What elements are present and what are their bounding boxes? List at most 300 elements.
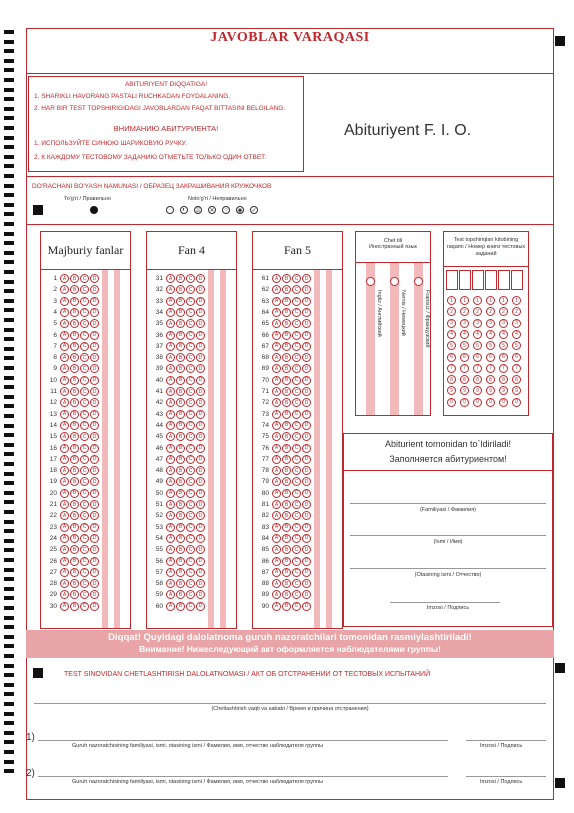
answer-bubble-a[interactable]: A <box>272 285 281 294</box>
answer-bubble-a[interactable]: A <box>272 500 281 509</box>
answer-bubble-d[interactable]: D <box>302 602 311 611</box>
answer-bubble-b[interactable]: B <box>70 444 79 453</box>
answer-bubble-a[interactable]: A <box>166 579 175 588</box>
test-number-bubble[interactable]: 9 <box>447 386 456 395</box>
answer-bubble-a[interactable]: A <box>60 432 69 441</box>
test-number-bubble[interactable]: 3 <box>512 319 521 328</box>
answer-bubble-a[interactable]: A <box>60 489 69 498</box>
answer-bubble-c[interactable]: C <box>292 285 301 294</box>
answer-bubble-c[interactable]: C <box>186 387 195 396</box>
answer-bubble-b[interactable]: B <box>70 274 79 283</box>
answer-bubble-c[interactable]: C <box>292 331 301 340</box>
answer-bubble-c[interactable]: C <box>80 376 89 385</box>
answer-bubble-c[interactable]: C <box>186 455 195 464</box>
answer-bubble-b[interactable]: B <box>176 364 185 373</box>
answer-bubble-d[interactable]: D <box>196 489 205 498</box>
answer-bubble-b[interactable]: B <box>176 308 185 317</box>
answer-bubble-b[interactable]: B <box>282 297 291 306</box>
answer-bubble-a[interactable]: A <box>272 602 281 611</box>
answer-bubble-d[interactable]: D <box>196 500 205 509</box>
answer-bubble-a[interactable]: A <box>166 274 175 283</box>
answer-bubble-c[interactable]: C <box>292 489 301 498</box>
test-number-bubble[interactable]: 2 <box>512 307 521 316</box>
answer-bubble-c[interactable]: C <box>80 579 89 588</box>
answer-bubble-c[interactable]: C <box>292 590 301 599</box>
answer-bubble-c[interactable]: C <box>292 353 301 362</box>
test-number-bubble[interactable]: 5 <box>512 341 521 350</box>
answer-bubble-b[interactable]: B <box>70 534 79 543</box>
answer-bubble-b[interactable]: B <box>70 500 79 509</box>
test-number-bubble[interactable]: 0 <box>473 398 482 407</box>
test-number-bubble[interactable]: 6 <box>512 353 521 362</box>
answer-bubble-b[interactable]: B <box>70 364 79 373</box>
test-number-bubble[interactable]: 9 <box>473 386 482 395</box>
answer-bubble-b[interactable]: B <box>282 477 291 486</box>
answer-bubble-d[interactable]: D <box>90 568 99 577</box>
answer-bubble-a[interactable]: A <box>166 285 175 294</box>
answer-bubble-d[interactable]: D <box>90 297 99 306</box>
answer-bubble-d[interactable]: D <box>302 421 311 430</box>
answer-bubble-c[interactable]: C <box>186 545 195 554</box>
answer-bubble-b[interactable]: B <box>282 545 291 554</box>
answer-bubble-d[interactable]: D <box>302 331 311 340</box>
answer-bubble-c[interactable]: C <box>186 319 195 328</box>
answer-bubble-d[interactable]: D <box>196 466 205 475</box>
answer-bubble-d[interactable]: D <box>196 511 205 520</box>
answer-bubble-c[interactable]: C <box>80 387 89 396</box>
answer-bubble-d[interactable]: D <box>196 364 205 373</box>
answer-bubble-d[interactable]: D <box>302 557 311 566</box>
answer-bubble-b[interactable]: B <box>282 342 291 351</box>
answer-bubble-b[interactable]: B <box>70 376 79 385</box>
answer-bubble-d[interactable]: D <box>90 353 99 362</box>
answer-bubble-a[interactable]: A <box>60 534 69 543</box>
answer-bubble-a[interactable]: A <box>60 500 69 509</box>
answer-bubble-b[interactable]: B <box>282 432 291 441</box>
answer-bubble-c[interactable]: C <box>186 590 195 599</box>
answer-bubble-d[interactable]: D <box>90 545 99 554</box>
answer-bubble-d[interactable]: D <box>302 455 311 464</box>
answer-bubble-a[interactable]: A <box>60 523 69 532</box>
answer-bubble-c[interactable]: C <box>186 477 195 486</box>
test-number-bubble[interactable]: 3 <box>486 319 495 328</box>
answer-bubble-b[interactable]: B <box>70 410 79 419</box>
answer-bubble-c[interactable]: C <box>292 455 301 464</box>
answer-bubble-c[interactable]: C <box>80 477 89 486</box>
answer-bubble-c[interactable]: C <box>186 500 195 509</box>
answer-bubble-a[interactable]: A <box>60 421 69 430</box>
answer-bubble-a[interactable]: A <box>272 342 281 351</box>
surname-line[interactable] <box>350 503 546 504</box>
test-number-bubble[interactable]: 8 <box>486 375 495 384</box>
answer-bubble-d[interactable]: D <box>196 331 205 340</box>
answer-bubble-a[interactable]: A <box>60 590 69 599</box>
answer-bubble-c[interactable]: C <box>186 579 195 588</box>
answer-bubble-c[interactable]: C <box>80 274 89 283</box>
test-number-bubble[interactable]: 2 <box>499 307 508 316</box>
answer-bubble-d[interactable]: D <box>196 545 205 554</box>
test-number-bubble[interactable]: 6 <box>486 353 495 362</box>
answer-bubble-c[interactable]: C <box>186 523 195 532</box>
answer-bubble-c[interactable]: C <box>186 398 195 407</box>
answer-bubble-a[interactable]: A <box>166 455 175 464</box>
answer-bubble-a[interactable]: A <box>166 308 175 317</box>
answer-bubble-c[interactable]: C <box>292 376 301 385</box>
answer-bubble-d[interactable]: D <box>90 477 99 486</box>
answer-bubble-c[interactable]: C <box>80 331 89 340</box>
test-number-bubble[interactable]: 8 <box>447 375 456 384</box>
answer-bubble-d[interactable]: D <box>302 387 311 396</box>
answer-bubble-a[interactable]: A <box>166 331 175 340</box>
answer-bubble-a[interactable]: A <box>272 511 281 520</box>
answer-bubble-a[interactable]: A <box>60 557 69 566</box>
answer-bubble-b[interactable]: B <box>70 285 79 294</box>
answer-bubble-b[interactable]: B <box>176 410 185 419</box>
answer-bubble-d[interactable]: D <box>302 466 311 475</box>
answer-bubble-b[interactable]: B <box>70 432 79 441</box>
answer-bubble-b[interactable]: B <box>282 387 291 396</box>
answer-bubble-b[interactable]: B <box>70 398 79 407</box>
test-number-bubble[interactable]: 6 <box>499 353 508 362</box>
answer-bubble-a[interactable]: A <box>60 285 69 294</box>
answer-bubble-d[interactable]: D <box>90 500 99 509</box>
answer-bubble-d[interactable]: D <box>90 319 99 328</box>
answer-bubble-c[interactable]: C <box>292 500 301 509</box>
test-number-bubble[interactable]: 2 <box>473 307 482 316</box>
answer-bubble-a[interactable]: A <box>60 376 69 385</box>
answer-bubble-d[interactable]: D <box>90 432 99 441</box>
answer-bubble-b[interactable]: B <box>70 545 79 554</box>
answer-bubble-d[interactable]: D <box>302 274 311 283</box>
test-number-bubble[interactable]: 9 <box>486 386 495 395</box>
answer-bubble-c[interactable]: C <box>80 568 89 577</box>
answer-bubble-a[interactable]: A <box>272 557 281 566</box>
answer-bubble-c[interactable]: C <box>292 398 301 407</box>
answer-bubble-a[interactable]: A <box>272 455 281 464</box>
answer-bubble-a[interactable]: A <box>166 376 175 385</box>
language-bubble-english[interactable] <box>366 277 375 286</box>
test-number-bubble[interactable]: 9 <box>460 386 469 395</box>
answer-bubble-b[interactable]: B <box>176 387 185 396</box>
answer-bubble-c[interactable]: C <box>80 432 89 441</box>
answer-bubble-d[interactable]: D <box>302 489 311 498</box>
answer-bubble-c[interactable]: C <box>80 534 89 543</box>
answer-bubble-a[interactable]: A <box>272 466 281 475</box>
answer-bubble-a[interactable]: A <box>272 579 281 588</box>
answer-bubble-d[interactable]: D <box>196 534 205 543</box>
answer-bubble-d[interactable]: D <box>196 410 205 419</box>
answer-bubble-c[interactable]: C <box>80 364 89 373</box>
answer-bubble-c[interactable]: C <box>292 410 301 419</box>
answer-bubble-a[interactable]: A <box>60 342 69 351</box>
answer-bubble-b[interactable]: B <box>176 557 185 566</box>
name-line[interactable] <box>350 535 546 536</box>
answer-bubble-a[interactable]: A <box>60 545 69 554</box>
answer-bubble-b[interactable]: B <box>282 331 291 340</box>
answer-bubble-c[interactable]: C <box>186 274 195 283</box>
test-number-bubble[interactable]: 4 <box>460 330 469 339</box>
answer-bubble-a[interactable]: A <box>166 557 175 566</box>
answer-bubble-d[interactable]: D <box>196 455 205 464</box>
answer-bubble-c[interactable]: C <box>80 500 89 509</box>
answer-bubble-b[interactable]: B <box>282 421 291 430</box>
test-number-bubble[interactable]: 3 <box>499 319 508 328</box>
answer-bubble-d[interactable]: D <box>196 285 205 294</box>
answer-bubble-d[interactable]: D <box>196 444 205 453</box>
test-number-bubble[interactable]: 3 <box>447 319 456 328</box>
test-number-entry-box[interactable] <box>446 270 458 290</box>
test-number-bubble[interactable]: 0 <box>447 398 456 407</box>
answer-bubble-b[interactable]: B <box>282 444 291 453</box>
answer-bubble-c[interactable]: C <box>186 511 195 520</box>
answer-bubble-a[interactable]: A <box>60 331 69 340</box>
answer-bubble-c[interactable]: C <box>80 308 89 317</box>
answer-bubble-b[interactable]: B <box>282 534 291 543</box>
answer-bubble-b[interactable]: B <box>70 489 79 498</box>
answer-bubble-b[interactable]: B <box>282 364 291 373</box>
answer-bubble-c[interactable]: C <box>80 285 89 294</box>
answer-bubble-a[interactable]: A <box>60 274 69 283</box>
answer-bubble-c[interactable]: C <box>186 308 195 317</box>
answer-bubble-a[interactable]: A <box>166 432 175 441</box>
answer-bubble-c[interactable]: C <box>292 534 301 543</box>
answer-bubble-c[interactable]: C <box>186 331 195 340</box>
answer-bubble-a[interactable]: A <box>60 477 69 486</box>
answer-bubble-b[interactable]: B <box>176 590 185 599</box>
answer-bubble-d[interactable]: D <box>302 500 311 509</box>
answer-bubble-c[interactable]: C <box>186 410 195 419</box>
patronymic-line[interactable] <box>350 568 546 569</box>
answer-bubble-b[interactable]: B <box>70 511 79 520</box>
answer-bubble-c[interactable]: C <box>186 602 195 611</box>
test-number-bubble[interactable]: 7 <box>512 364 521 373</box>
answer-bubble-d[interactable]: D <box>302 568 311 577</box>
test-number-bubble[interactable]: 4 <box>499 330 508 339</box>
answer-bubble-d[interactable]: D <box>302 297 311 306</box>
answer-bubble-a[interactable]: A <box>166 500 175 509</box>
test-number-bubble[interactable]: 8 <box>512 375 521 384</box>
test-number-bubble[interactable]: 1 <box>460 296 469 305</box>
answer-bubble-d[interactable]: D <box>196 602 205 611</box>
answer-bubble-d[interactable]: D <box>196 590 205 599</box>
test-number-bubble[interactable]: 4 <box>512 330 521 339</box>
answer-bubble-a[interactable]: A <box>60 319 69 328</box>
observer-1-name-line[interactable] <box>38 740 448 741</box>
answer-bubble-b[interactable]: B <box>176 489 185 498</box>
answer-bubble-b[interactable]: B <box>70 523 79 532</box>
answer-bubble-c[interactable]: C <box>80 545 89 554</box>
answer-bubble-d[interactable]: D <box>90 523 99 532</box>
reason-line[interactable] <box>34 703 546 704</box>
answer-bubble-a[interactable]: A <box>60 353 69 362</box>
answer-bubble-b[interactable]: B <box>176 477 185 486</box>
answer-bubble-b[interactable]: B <box>176 353 185 362</box>
answer-bubble-a[interactable]: A <box>272 308 281 317</box>
answer-bubble-b[interactable]: B <box>70 590 79 599</box>
answer-bubble-b[interactable]: B <box>176 398 185 407</box>
answer-bubble-d[interactable]: D <box>302 376 311 385</box>
answer-bubble-c[interactable]: C <box>80 590 89 599</box>
answer-bubble-d[interactable]: D <box>196 557 205 566</box>
answer-bubble-b[interactable]: B <box>282 274 291 283</box>
answer-bubble-c[interactable]: C <box>292 364 301 373</box>
answer-bubble-c[interactable]: C <box>292 545 301 554</box>
answer-bubble-b[interactable]: B <box>176 297 185 306</box>
answer-bubble-b[interactable]: B <box>176 444 185 453</box>
test-number-bubble[interactable]: 3 <box>473 319 482 328</box>
answer-bubble-c[interactable]: C <box>292 319 301 328</box>
answer-bubble-b[interactable]: B <box>70 387 79 396</box>
signature-line[interactable] <box>390 602 500 603</box>
answer-bubble-a[interactable]: A <box>166 534 175 543</box>
answer-bubble-b[interactable]: B <box>176 274 185 283</box>
answer-bubble-b[interactable]: B <box>176 376 185 385</box>
answer-bubble-b[interactable]: B <box>70 353 79 362</box>
answer-bubble-b[interactable]: B <box>176 421 185 430</box>
answer-bubble-b[interactable]: B <box>70 602 79 611</box>
answer-bubble-a[interactable]: A <box>60 511 69 520</box>
test-number-bubble[interactable]: 3 <box>460 319 469 328</box>
answer-bubble-d[interactable]: D <box>196 274 205 283</box>
answer-bubble-b[interactable]: B <box>176 534 185 543</box>
answer-bubble-a[interactable]: A <box>272 477 281 486</box>
answer-bubble-d[interactable]: D <box>196 432 205 441</box>
answer-bubble-d[interactable]: D <box>90 511 99 520</box>
answer-bubble-c[interactable]: C <box>292 557 301 566</box>
answer-bubble-a[interactable]: A <box>272 545 281 554</box>
test-number-bubble[interactable]: 9 <box>499 386 508 395</box>
test-number-bubble[interactable]: 1 <box>486 296 495 305</box>
answer-bubble-c[interactable]: C <box>80 466 89 475</box>
answer-bubble-d[interactable]: D <box>302 285 311 294</box>
answer-bubble-d[interactable]: D <box>196 421 205 430</box>
answer-bubble-d[interactable]: D <box>196 297 205 306</box>
answer-bubble-a[interactable]: A <box>166 602 175 611</box>
answer-bubble-a[interactable]: A <box>166 410 175 419</box>
answer-bubble-d[interactable]: D <box>302 579 311 588</box>
answer-bubble-a[interactable]: A <box>272 376 281 385</box>
answer-bubble-d[interactable]: D <box>90 364 99 373</box>
test-number-bubble[interactable]: 7 <box>460 364 469 373</box>
answer-bubble-c[interactable]: C <box>186 342 195 351</box>
answer-bubble-b[interactable]: B <box>282 376 291 385</box>
answer-bubble-b[interactable]: B <box>70 568 79 577</box>
answer-bubble-c[interactable]: C <box>292 342 301 351</box>
answer-bubble-b[interactable]: B <box>176 455 185 464</box>
answer-bubble-b[interactable]: B <box>176 466 185 475</box>
answer-bubble-a[interactable]: A <box>166 353 175 362</box>
test-number-bubble[interactable]: 1 <box>473 296 482 305</box>
answer-bubble-d[interactable]: D <box>90 308 99 317</box>
answer-bubble-c[interactable]: C <box>186 568 195 577</box>
answer-bubble-c[interactable]: C <box>186 364 195 373</box>
test-number-bubble[interactable]: 9 <box>512 386 521 395</box>
answer-bubble-b[interactable]: B <box>282 489 291 498</box>
test-number-bubble[interactable]: 7 <box>473 364 482 373</box>
answer-bubble-d[interactable]: D <box>90 579 99 588</box>
answer-bubble-d[interactable]: D <box>196 477 205 486</box>
answer-bubble-d[interactable]: D <box>90 387 99 396</box>
answer-bubble-b[interactable]: B <box>176 331 185 340</box>
answer-bubble-b[interactable]: B <box>70 342 79 351</box>
answer-bubble-b[interactable]: B <box>282 410 291 419</box>
test-number-entry-box[interactable] <box>472 270 484 290</box>
answer-bubble-a[interactable]: A <box>166 342 175 351</box>
answer-bubble-a[interactable]: A <box>60 398 69 407</box>
answer-bubble-c[interactable]: C <box>292 387 301 396</box>
test-number-bubble[interactable]: 6 <box>460 353 469 362</box>
answer-bubble-d[interactable]: D <box>196 353 205 362</box>
answer-bubble-b[interactable]: B <box>70 319 79 328</box>
answer-bubble-c[interactable]: C <box>186 421 195 430</box>
test-number-bubble[interactable]: 0 <box>460 398 469 407</box>
test-number-bubble[interactable]: 5 <box>460 341 469 350</box>
answer-bubble-a[interactable]: A <box>60 466 69 475</box>
answer-bubble-a[interactable]: A <box>166 489 175 498</box>
answer-bubble-d[interactable]: D <box>90 410 99 419</box>
answer-bubble-b[interactable]: B <box>282 466 291 475</box>
answer-bubble-d[interactable]: D <box>302 308 311 317</box>
answer-bubble-b[interactable]: B <box>282 590 291 599</box>
answer-bubble-d[interactable]: D <box>302 444 311 453</box>
test-number-bubble[interactable]: 5 <box>447 341 456 350</box>
answer-bubble-b[interactable]: B <box>176 545 185 554</box>
answer-bubble-d[interactable]: D <box>90 590 99 599</box>
answer-bubble-d[interactable]: D <box>302 353 311 362</box>
answer-bubble-c[interactable]: C <box>186 376 195 385</box>
test-number-bubble[interactable]: 5 <box>486 341 495 350</box>
test-number-bubble[interactable]: 6 <box>473 353 482 362</box>
answer-bubble-d[interactable]: D <box>90 421 99 430</box>
observer-2-sign-line[interactable] <box>466 776 546 777</box>
answer-bubble-c[interactable]: C <box>292 568 301 577</box>
answer-bubble-b[interactable]: B <box>282 579 291 588</box>
answer-bubble-c[interactable]: C <box>292 274 301 283</box>
answer-bubble-a[interactable]: A <box>272 421 281 430</box>
answer-bubble-b[interactable]: B <box>176 579 185 588</box>
test-number-bubble[interactable]: 2 <box>460 307 469 316</box>
answer-bubble-b[interactable]: B <box>176 500 185 509</box>
answer-bubble-a[interactable]: A <box>60 579 69 588</box>
answer-bubble-b[interactable]: B <box>282 557 291 566</box>
answer-bubble-b[interactable]: B <box>176 602 185 611</box>
answer-bubble-c[interactable]: C <box>292 477 301 486</box>
answer-bubble-d[interactable]: D <box>302 477 311 486</box>
answer-bubble-a[interactable]: A <box>60 308 69 317</box>
answer-bubble-a[interactable]: A <box>272 353 281 362</box>
answer-bubble-a[interactable]: A <box>60 455 69 464</box>
answer-bubble-b[interactable]: B <box>70 455 79 464</box>
answer-bubble-c[interactable]: C <box>186 444 195 453</box>
answer-bubble-a[interactable]: A <box>166 319 175 328</box>
answer-bubble-c[interactable]: C <box>186 353 195 362</box>
answer-bubble-c[interactable]: C <box>186 489 195 498</box>
answer-bubble-d[interactable]: D <box>302 511 311 520</box>
answer-bubble-a[interactable]: A <box>166 364 175 373</box>
test-number-bubble[interactable]: 8 <box>460 375 469 384</box>
answer-bubble-b[interactable]: B <box>70 308 79 317</box>
answer-bubble-d[interactable]: D <box>90 398 99 407</box>
answer-bubble-a[interactable]: A <box>60 364 69 373</box>
test-number-bubble[interactable]: 4 <box>486 330 495 339</box>
answer-bubble-c[interactable]: C <box>292 523 301 532</box>
answer-bubble-d[interactable]: D <box>90 274 99 283</box>
answer-bubble-b[interactable]: B <box>70 421 79 430</box>
answer-bubble-a[interactable]: A <box>272 444 281 453</box>
answer-bubble-c[interactable]: C <box>80 455 89 464</box>
answer-bubble-c[interactable]: C <box>292 602 301 611</box>
answer-bubble-b[interactable]: B <box>176 285 185 294</box>
